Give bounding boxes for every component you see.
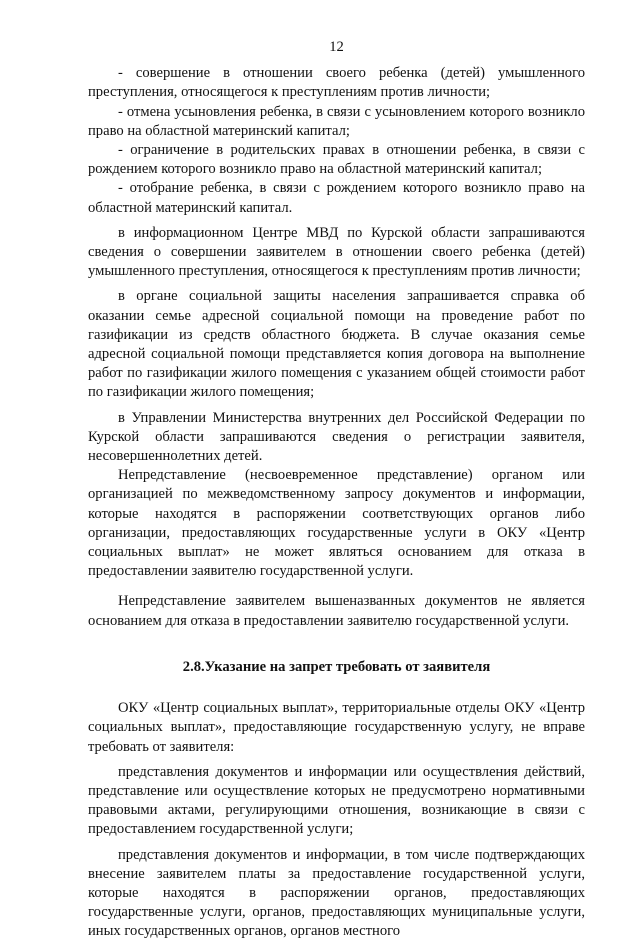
paragraph-prohibition-intro: ОКУ «Центр социальных выплат», территориальные отделы ОКУ «Центр социальных выплат», предоставляющие государственную услугу, не вправе требовать от заявителя: [88, 700, 585, 755]
paragraph-mvd-info-center: в информационном Центре МВД по Курской области запрашиваются сведения о совершении заявителем в отношении своего ребенка (детей) умышленного преступления, относящегося к преступлениям против личности; [88, 224, 585, 280]
list-item-child-removal: - отобрание ребенка, в связи с рождением которого возникло право на областной материнский капитал. [88, 180, 585, 216]
list-item-adoption-cancel: - отмена усыновления ребенка, в связи с усыновлением которого возникло право на областной материнский капитал; [88, 103, 585, 139]
paragraph-social-protection: в органе социальной защиты населения запрашивается справка об оказании семье адресной социальной помощи на проведение работ по газификации из средств областного бюджета. В случае оказания семье адресной социальной помощи представляется копия договора на выполнение работ по газификации жилого помещения с указанием общей стоимости работ по газификации жилого помещения; [88, 288, 585, 401]
paragraph-nonsubmission-applicant: Непредставление заявителем вышеназванных документов не является основанием для отказа в предоставлении заявителю государственной услуги. [88, 593, 585, 629]
section-heading: 2.8.Указание на запрет требовать от заявителя [182, 658, 491, 675]
paragraph-mvd-directorate: в Управлении Министерства внутренних дел Российской Федерации по Курской области запрашиваются сведения о регистрации заявителя, несовершеннолетних детей. [88, 409, 585, 465]
list-item-rights-restriction: - ограничение в родительских правах в отношении ребенка, в связи с рождением которого возникло право на областной материнский капитал; [88, 142, 585, 178]
paragraph-prohibition-item-2: представления документов и информации, в том числе подтверждающих внесение заявителем платы за предоставление государственной услуги, которые находятся в распоряжении органов, предоставляющих государственные услуги, органов, предоставляющих муниципальные услуги, иных государственных органов, органов местного [88, 846, 585, 940]
list-item-crime: - совершение в отношении своего ребенка (детей) умышленного преступления, относящегося к преступлениям против личности; [88, 65, 585, 101]
page-number: 12 [329, 39, 344, 55]
paragraph-nonsubmission-agency: Непредставление (несвоевременное представление) органом или организацией по межведомственному запросу документов и информации, которые находятся в распоряжении соответствующих органов либо организации, предоставляющих государственные услуги в ОКУ «Центр социальных выплат» не может являться основанием для отказа в предоставлении заявителю государственной услуги. [88, 467, 585, 580]
paragraph-prohibition-item-1: представления документов и информации или осуществления действий, представление или осуществление которых не предусмотрено нормативными правовыми актами, регулирующими отношения, возникающие в связи с предоставлением государственной услуги; [88, 763, 585, 838]
